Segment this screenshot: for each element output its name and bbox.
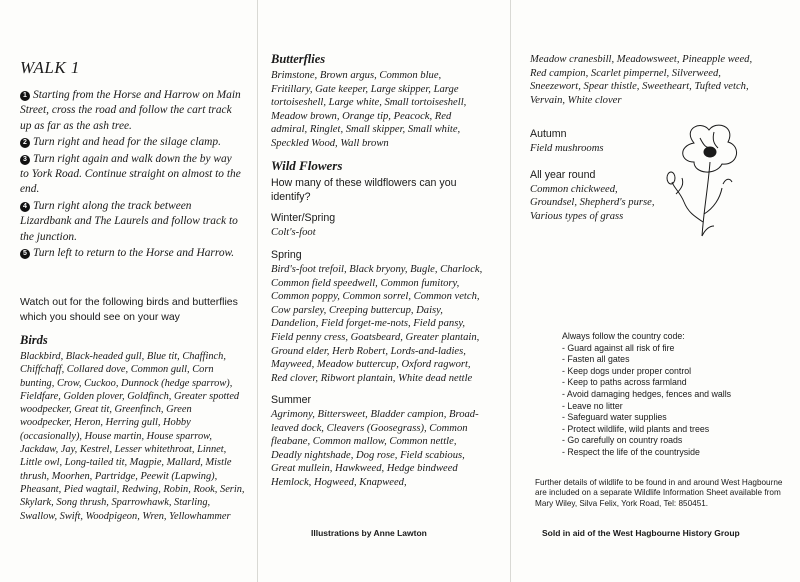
watch-out-intro: Watch out for the following birds and butterflies which you should see on your way: [20, 296, 238, 323]
spring-list: Bird's-foot trefoil, Black bryony, Bugle, Charlock, Common field speedwell, Common fumitory, Common poppy, Common sorrel, Common vetch, Cow parsley, Creeping buttercup, Daisy, Dandelion, Field forget-me-nots, Field pansy, Field penny cress, Goatsbeard, Greater plantain, Ground elder, Herb Robert, Lords-and-ladies, Mayweed, Meadow buttercup, Oxford ragwort, Red clover, Ribwort plantain, White dead nettle: [271, 263, 483, 384]
walk-step: 4 Turn right along the track between Lizardbank and The Laurels and follow track to the junction.: [20, 199, 238, 243]
summer-list-continued: Meadow cranesbill, Meadowsweet, Pineapple weed, Red campion, Scarlet pimpernel, Silverweed, Sneezewort, Spear thistle, Sweetheart, Tufted vetch, Vervain, White clover: [530, 54, 753, 106]
birds-list: Blackbird, Black-headed gull, Blue tit, Chaffinch, Chiffchaff, Collared dove, Common gull, Corn bunting, Crow, Cuckoo, Dunnock (hedge sparrow), Fieldfare, Golden plover, Goldfinch, Greater spotted woodpecker, Great tit, Greenfinch, Green woodpecker, Heron, Herring gull, Hobby (occasionally), House martin, House sparrow, Jackdaw, Jay, Kestrel, Lesser whitethroat, Linnet, Little owl, Long-tailed tit, Magpie, Mallard, Mistle thrush, Moorhen, Partridge, Peewit (Lapwing), Pheasant, Pied wagtail, Redwing, Robin, Rook, Serin, Skylark, Song thrush, Sparrowhawk, Starling, Swallow, Swift, Woodpigeon, Wren, Yellowhammer: [20, 351, 245, 522]
walk-column: [0, 0, 258, 582]
winter-spring-label: Winter/Spring: [271, 212, 336, 225]
spring-label: Spring: [271, 249, 302, 262]
list-item: - Safeguard water supplies: [562, 412, 792, 424]
step-number-5: 5: [20, 249, 30, 259]
country-code-heading: Always follow the country code:: [562, 331, 685, 341]
all-year-label: All year round: [530, 169, 596, 181]
autumn-section: [530, 128, 670, 155]
butterflies-section: [271, 52, 471, 151]
country-code-section: [562, 331, 792, 459]
step-number-3: 3: [20, 155, 30, 165]
summer-label: Summer: [271, 394, 312, 407]
walk-step: 1 Starting from the Horse and Harrow on Main Street, cross the road and follow the cart track up as far as the ash tree.: [20, 89, 241, 132]
winter-spring-list: Colt's-foot: [271, 226, 316, 238]
step-number-4: 4: [20, 202, 30, 212]
all-year-section: [530, 169, 660, 223]
list-item: - Avoid damaging hedges, fences and walls: [562, 389, 792, 401]
wildflowers-heading: Wild Flowers: [271, 158, 343, 173]
walk-step: 2 Turn right and head for the silage clamp.: [20, 135, 242, 150]
list-item: - Guard against all risk of fire: [562, 343, 792, 355]
walk-step: 5 Turn left to return to the Horse and Harrow.: [20, 246, 242, 261]
list-item: - Protect wildlife, wild plants and trees: [562, 424, 792, 436]
walk-step: 3 Turn right again and walk down the by way to York Road. Continue straight on almost to the end.: [20, 152, 241, 196]
flora-fauna-column: [258, 0, 511, 582]
wildflowers-section: [271, 158, 483, 489]
step-number-2: 2: [20, 138, 30, 148]
butterflies-list: Brimstone, Brown argus, Common blue, Fritillary, Gate keeper, Large skipper, Large tortoiseshell, Large white, Small tortoiseshell, Meadow brown, Orange tip, Peacock, Red admiral, Ringlet, Small skipper, Small white, Speckled Wood, Wall brown: [271, 70, 467, 149]
illustrations-credit: Illustrations by Anne Lawton: [311, 528, 427, 538]
further-details: Further details of wildlife to be found in and around West Hagbourne are included on a separate Wildlife Information Sheet available from Mary Wiley, Silva Felix, York Road, Tel: 850451.: [535, 478, 783, 508]
autumn-label: Autumn: [530, 128, 567, 140]
list-item: - Keep dogs under proper control: [562, 366, 792, 378]
walk-title: WALK 1: [20, 58, 80, 77]
step-number-1: 1: [20, 91, 30, 101]
walk-steps: [20, 88, 242, 262]
country-code-list: [562, 343, 792, 459]
list-item: - Leave no litter: [562, 401, 792, 413]
birds-section: [20, 333, 245, 523]
list-item: - Keep to paths across farmland: [562, 377, 792, 389]
birds-heading: Birds: [20, 333, 48, 347]
seasons-column: [511, 0, 800, 582]
summer-list: Agrimony, Bittersweet, Bladder campion, Broad-leaved dock, Cleavers (Goosegrass), Common fleabane, Common mallow, Common nettle, Deadly nightshade, Dog rose, Field scabious, Great mullein, Hawkweed, Hedge bindweed Hemlock, Hogweed, Knapweed,: [271, 408, 479, 488]
list-item: - Go carefully on country roads: [562, 435, 792, 447]
list-item: - Respect the life of the countryside: [562, 447, 792, 459]
all-year-list: Common chickweed, Groundsel, Shepherd's purse, Various types of grass: [530, 183, 655, 222]
poppy-illustration-icon: [654, 118, 754, 238]
wildflowers-question: How many of these wildflowers can you identify?: [271, 177, 457, 203]
sold-in-aid: Sold in aid of the West Hagbourne History Group: [542, 528, 740, 538]
autumn-list: Field mushrooms: [530, 142, 604, 154]
butterflies-heading: Butterflies: [271, 52, 326, 66]
list-item: - Fasten all gates: [562, 354, 792, 366]
